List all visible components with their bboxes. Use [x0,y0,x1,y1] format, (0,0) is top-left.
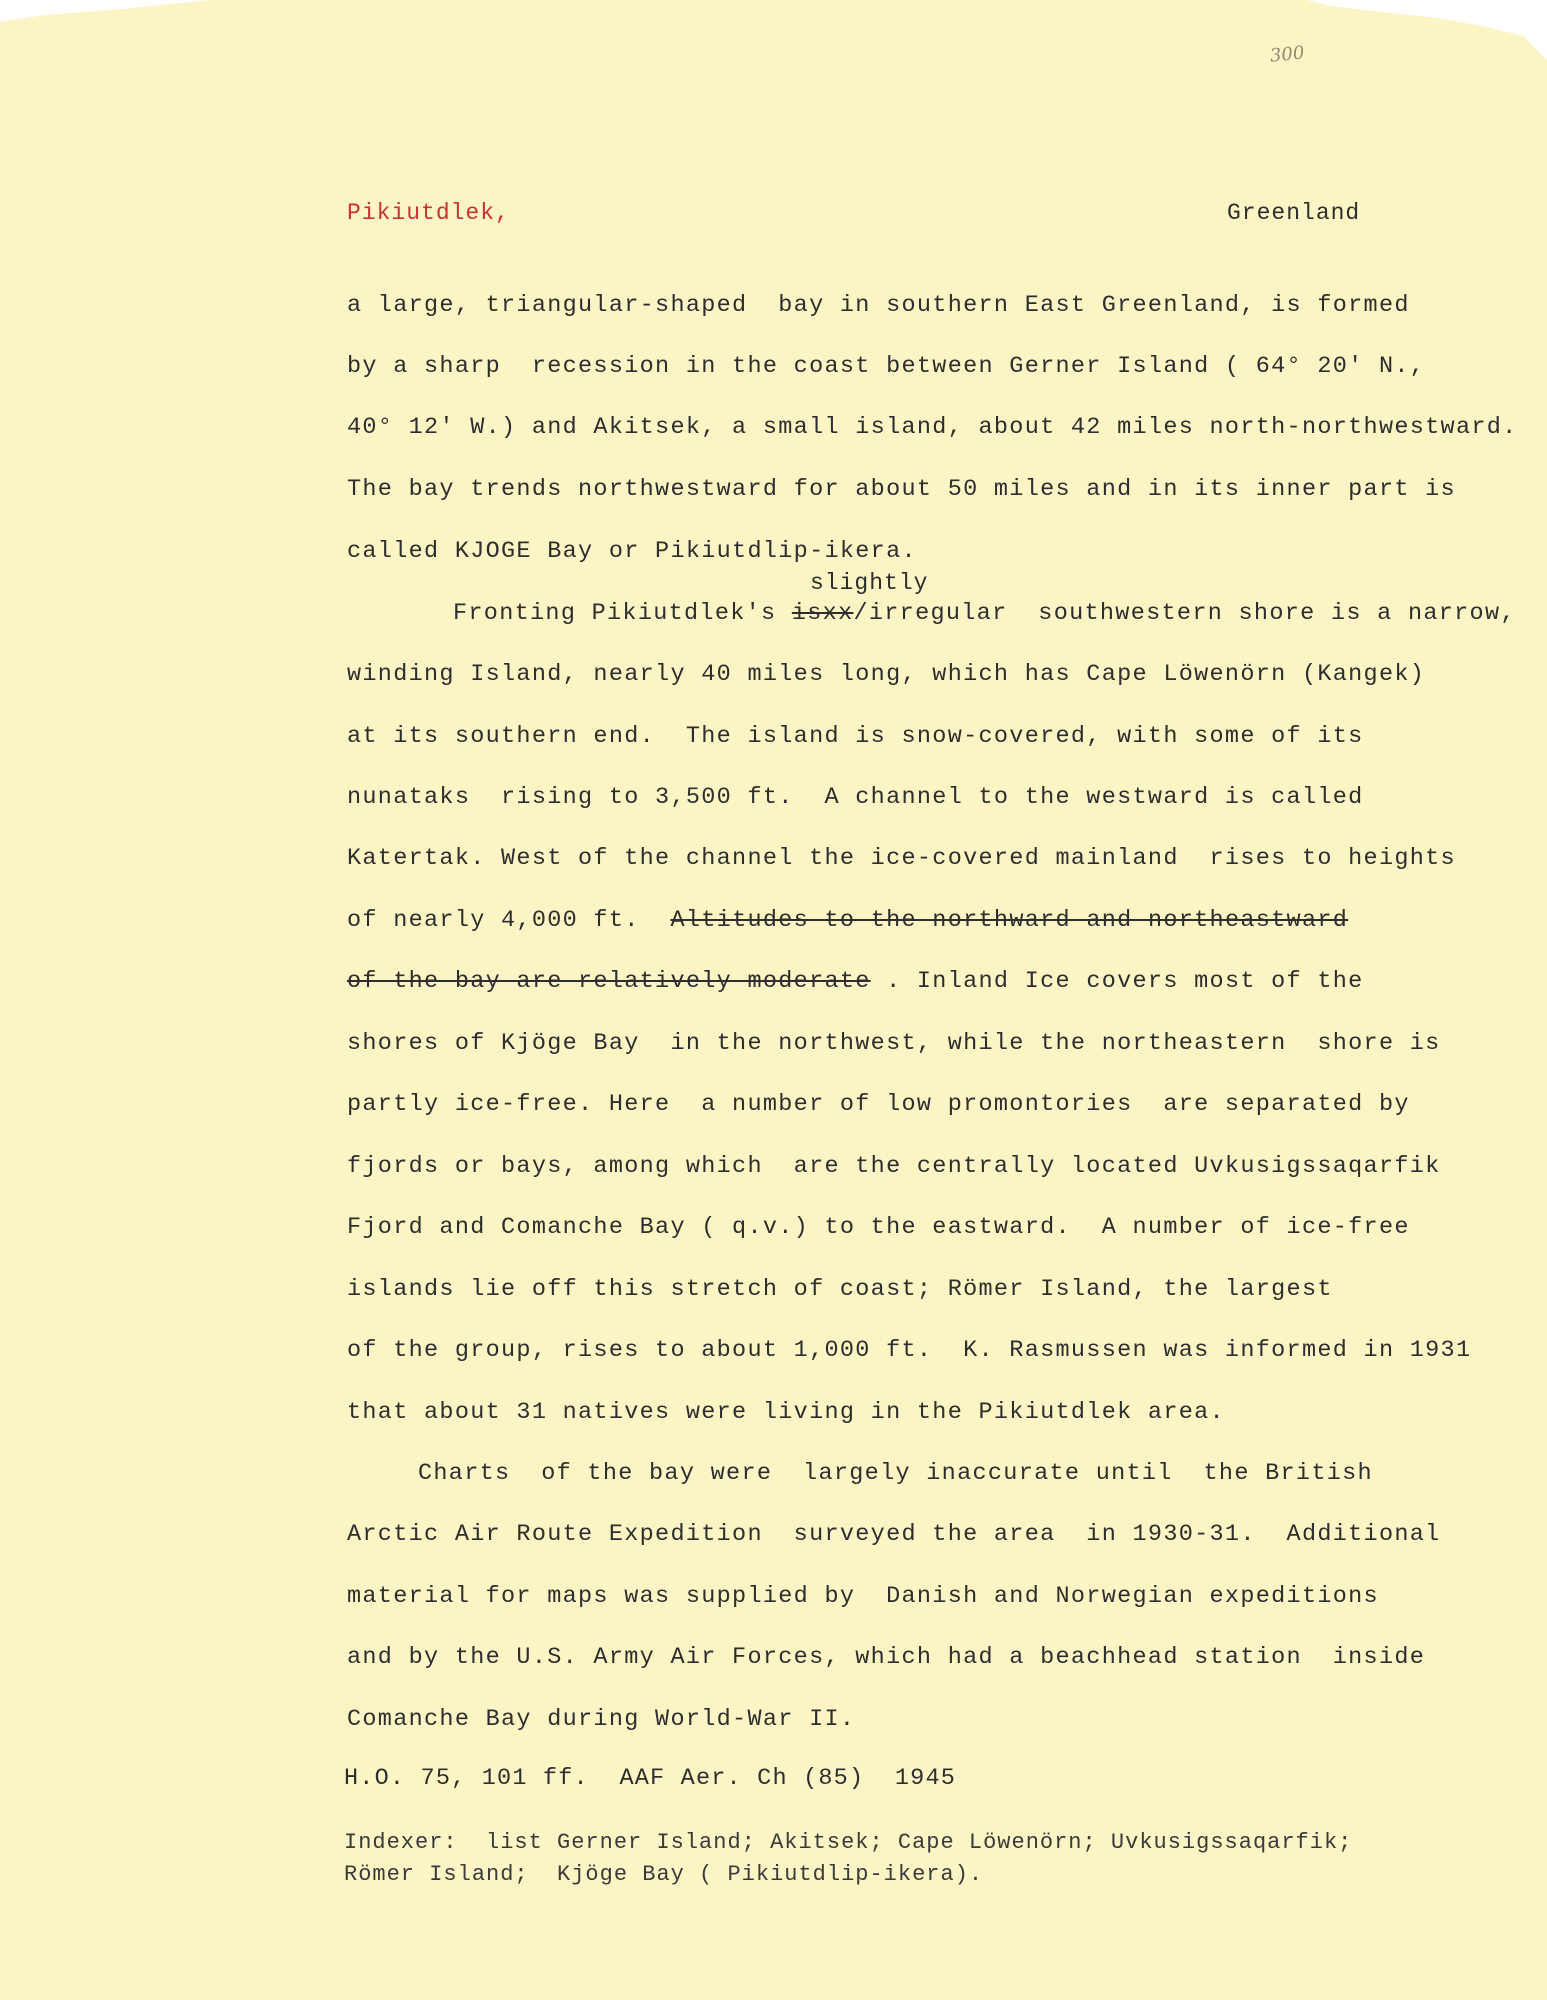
entry-region: Greenland [1227,200,1361,226]
indexer-note: Römer Island; Kjöge Bay ( Pikiutdlip-ikera). [344,1862,984,1887]
page-number: 300 [1268,42,1306,67]
body-line-with-correction: Fronting Pikiutdlek's isxx/irregular southwestern shore is a narrow, [453,600,1516,627]
body-line: Katertak. West of the channel the ice-covered mainland rises to heights [347,845,1456,872]
body-line: fjords or bays, among which are the centrally located Uvkusigssaqarfik [347,1153,1441,1180]
struck-typo: isxx [791,600,854,627]
body-line-text: . Inland Ice covers most of the [886,968,1364,995]
body-line: Fjord and Comanche Bay ( q.v.) to the eastward. A number of ice-free [347,1214,1410,1241]
body-line: of the group, rises to about 1,000 ft. K. Rasmussen was informed in 1931 [347,1337,1472,1364]
body-line: a large, triangular-shaped bay in southern East Greenland, is formed [347,292,1410,319]
body-line: winding Island, nearly 40 miles long, which has Cape Löwenörn (Kangek) [347,661,1426,688]
body-line: material for maps was supplied by Danish and Norwegian expeditions [347,1583,1379,1610]
indexer-note: Indexer: list Gerner Island; Akitsek; Cape Löwenörn; Uvkusigssaqarfik; [344,1830,1353,1855]
body-line-with-deletion [347,907,1348,934]
body-line: partly ice-free. Here a number of low promontories are separated by [347,1091,1410,1118]
body-line: shores of Kjöge Bay in the northwest, while the northeastern shore is [347,1030,1441,1057]
deleted-sentence-part-2: of the bay are relatively moderate [347,968,871,995]
handwritten-insertion: slightly [810,570,929,596]
source-reference: H.O. 75, 101 ff. AAF Aer. Ch (85) 1945 [344,1765,957,1792]
body-line: 40° 12' W.) and Akitsek, a small island, about 42 miles north-northwestward. [347,414,1518,441]
torn-corner-top-left [0,0,210,22]
deleted-sentence-part-1: Altitudes to the northward and northeastward [670,907,1349,934]
body-line: islands lie off this stretch of coast; Römer Island, the largest [347,1276,1333,1303]
body-line: by a sharp recession in the coast between Gerner Island ( 64° 20' N., [347,353,1426,380]
body-line: at its southern end. The island is snow-covered, with some of its [347,723,1364,750]
body-line: Arctic Air Route Expedition surveyed the area in 1930-31. Additional [347,1521,1441,1548]
body-line-text: of nearly 4,000 ft. [347,907,640,934]
body-line: nunataks rising to 3,500 ft. A channel to the westward is called [347,784,1364,811]
body-line: Charts of the bay were largely inaccurate until the British [418,1460,1373,1487]
body-line: that about 31 natives were living in the Pikiutdlek area. [347,1399,1225,1426]
body-line: The bay trends northwestward for about 50 miles and in its inner part is [347,476,1456,503]
body-line: called KJOGE Bay or Pikiutdlip-ikera. [347,538,917,565]
torn-corner-top-right [1307,0,1547,60]
body-line: and by the U.S. Army Air Forces, which had a beachhead station inside [347,1644,1426,1671]
entry-title: Pikiutdlek, [347,200,510,226]
body-line: Comanche Bay during World-War II. [347,1706,856,1733]
body-line-with-deletion [347,968,1364,995]
